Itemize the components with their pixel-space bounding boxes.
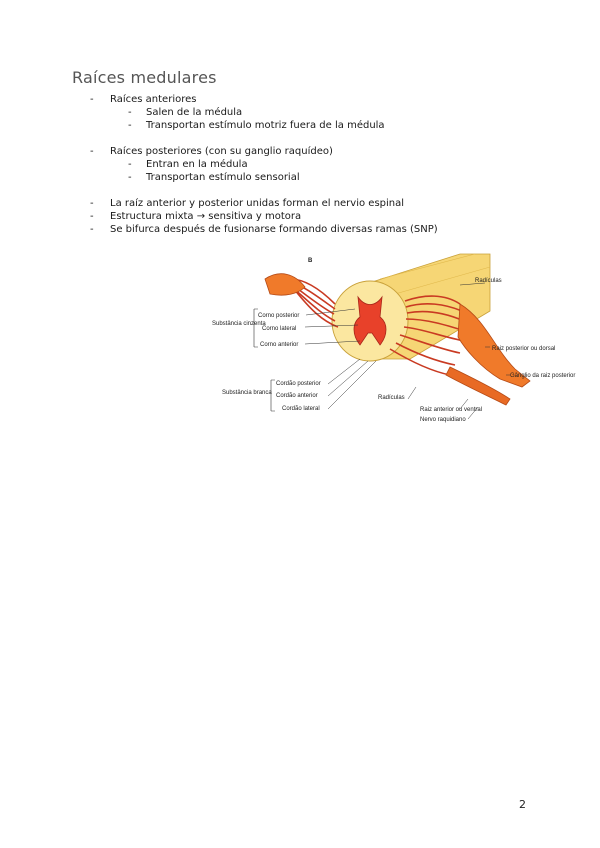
label-cordao-lateral: Cordão lateral xyxy=(282,406,320,412)
item-text: Salen de la médula xyxy=(146,107,243,118)
label-raiz-anterior: Raiz anterior ou ventral xyxy=(420,407,483,413)
dash: - xyxy=(128,120,132,131)
label-substancia-cinzenta: Substância cinzenta xyxy=(212,321,266,327)
label-corno-lateral: Corno lateral xyxy=(262,326,297,332)
list-item xyxy=(0,158,600,171)
bullet-list xyxy=(0,93,600,236)
list-item xyxy=(0,145,600,158)
item-text: Raíces posteriores (con su ganglio raquídeo) xyxy=(110,146,333,157)
label-cordao-posterior: Cordão posterior xyxy=(276,381,321,387)
item-text: Se bifurca después de fusionarse formando diversas ramas (SNP) xyxy=(110,224,438,235)
page-number: 2 xyxy=(519,798,526,811)
item-text: Raíces anteriores xyxy=(110,94,197,105)
page-title: Raíces medulares xyxy=(72,68,217,87)
dash: - xyxy=(128,159,132,170)
dash: - xyxy=(128,172,132,183)
item-text: La raíz anterior y posterior unidas forman el nervio espinal xyxy=(110,198,405,209)
dash: - xyxy=(90,94,94,105)
label-ganglio: Gânglio da raiz posterior xyxy=(510,373,576,379)
label-corno-anterior: Corno anterior xyxy=(260,342,299,348)
list-item xyxy=(0,223,600,236)
left-ganglion xyxy=(265,274,305,295)
item-text: Transportan estímulo sensorial xyxy=(146,172,300,183)
spinal-cord-svg xyxy=(210,249,600,424)
figure-letter: B xyxy=(308,258,313,264)
label-corno-posterior: Corno posterior xyxy=(258,313,300,319)
spinal-cord-illustration xyxy=(210,249,600,424)
item-text: Estructura mixta → sensitiva y motora xyxy=(110,211,302,222)
list-item xyxy=(0,171,600,184)
label-radiculas-top: Radículas xyxy=(475,278,502,284)
list-item xyxy=(0,106,600,119)
dash: - xyxy=(128,107,132,118)
list-item xyxy=(0,93,600,106)
label-raiz-posterior: Raiz posterior ou dorsal xyxy=(492,346,556,352)
dash: - xyxy=(90,146,94,157)
label-substancia-branca: Substância branca xyxy=(222,390,272,396)
dash: - xyxy=(90,224,94,235)
dash: - xyxy=(90,198,94,209)
item-text: Transportan estímulo motriz fuera de la médula xyxy=(146,120,385,131)
label-cordao-anterior: Cordão anterior xyxy=(276,393,318,399)
label-nervo-raquidiano: Nervo raquidiano xyxy=(420,417,466,423)
dash: - xyxy=(90,211,94,222)
label-radiculas-bottom: Radículas xyxy=(378,395,405,401)
list-item xyxy=(0,197,600,210)
item-text: Entran en la médula xyxy=(146,159,248,170)
list-item xyxy=(0,210,600,223)
list-item xyxy=(0,119,600,132)
